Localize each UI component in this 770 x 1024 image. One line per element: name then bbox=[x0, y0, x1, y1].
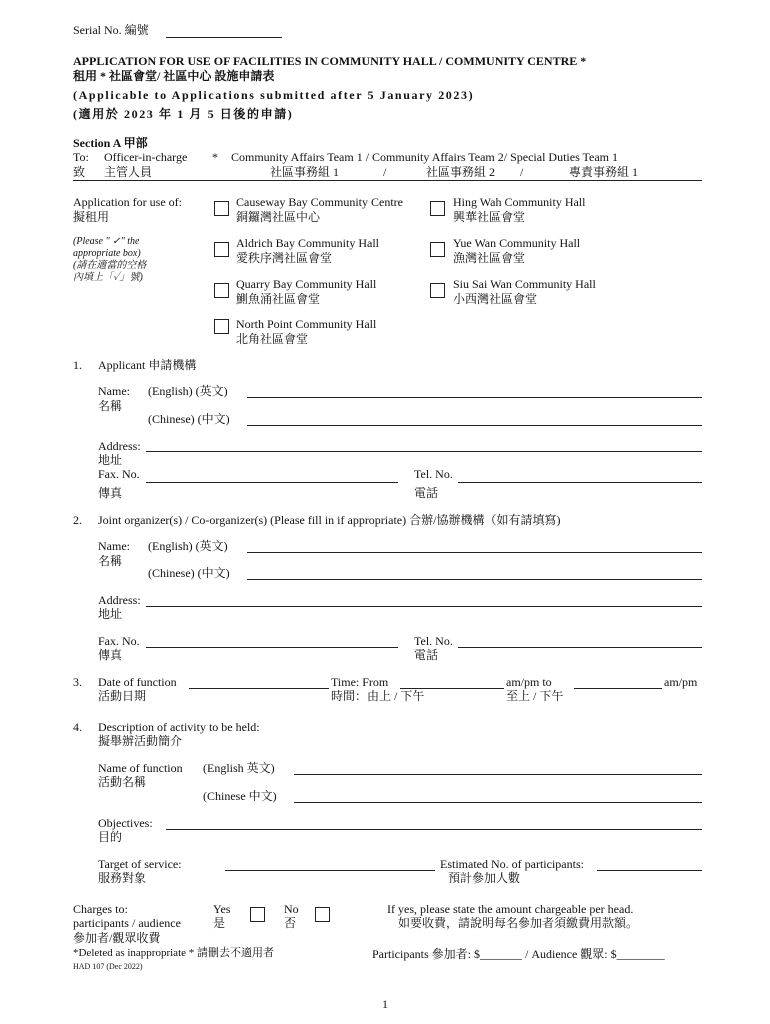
q4-number: 4. bbox=[73, 720, 82, 734]
q3-number: 3. bbox=[73, 675, 82, 689]
q3-time-to-field[interactable] bbox=[574, 688, 662, 689]
q2-address-field[interactable] bbox=[146, 606, 702, 607]
venue-checkbox-causeway-bay[interactable] bbox=[214, 201, 229, 216]
venue-checkbox-hing-wah[interactable] bbox=[430, 201, 445, 216]
q2-address-label: Address: bbox=[98, 593, 141, 607]
q2-english-name-field[interactable] bbox=[247, 552, 702, 553]
venue-label-zh-siu-sai-wan: 小西灣社區會堂 bbox=[453, 292, 538, 306]
applicable-note-zh: (適用於 2023 年 1 月 5 日後的申請) bbox=[73, 107, 294, 121]
q3-ampm-label: am/pm bbox=[664, 675, 698, 689]
q2-number: 2. bbox=[73, 513, 82, 527]
venue-label-zh-quarry-bay: 鰂魚涌社區會堂 bbox=[236, 292, 321, 306]
q4-name-function-label: Name of function bbox=[98, 761, 183, 775]
venue-label-yue-wan: Yue Wan Community Hall bbox=[453, 236, 581, 250]
tick-instructions bbox=[73, 236, 146, 284]
charges-state-zh: 如要收費，請說明每名參加者須繳費用款額。 bbox=[398, 916, 639, 930]
to-label-zh: 致 bbox=[73, 165, 86, 179]
q1-title: Applicant 申請機構 bbox=[98, 358, 197, 372]
q3-time-from-label: Time: From bbox=[331, 675, 389, 689]
hint-line: (Please " ✓" the bbox=[73, 236, 140, 247]
form-title-en: APPLICATION FOR USE OF FACILITIES IN COMMUNITY HALL / COMMUNITY CENTRE * bbox=[73, 54, 587, 68]
application-for-label: Application for use of: bbox=[73, 195, 182, 209]
q4-name-function-label-zh: 活動名稱 bbox=[98, 775, 147, 789]
venue-label-zh-hing-wah: 興華社區會堂 bbox=[453, 210, 526, 224]
q3-date-field[interactable] bbox=[189, 688, 329, 689]
venue-checkbox-yue-wan[interactable] bbox=[430, 242, 445, 257]
q4-title: Description of activity to be held: bbox=[98, 720, 260, 734]
page-number: 1 bbox=[382, 997, 388, 1011]
charges-label-2: participants / audience bbox=[73, 916, 181, 930]
venue-label-hing-wah: Hing Wah Community Hall bbox=[453, 195, 586, 209]
q2-fax-field[interactable] bbox=[146, 647, 398, 648]
q4-chinese-label: (Chinese 中文) bbox=[203, 789, 277, 803]
q1-address-label: Address: bbox=[98, 439, 141, 453]
q4-participants-field[interactable] bbox=[597, 870, 702, 871]
q4-target-label: Target of service: bbox=[98, 857, 182, 871]
q2-name-label-zh: 名稱 bbox=[98, 554, 123, 568]
charges-label: Charges to: bbox=[73, 902, 128, 916]
applicable-note-en: (Applicable to Applications submitted after 5 January 2023) bbox=[73, 88, 475, 102]
section-a-heading: Section A 甲部 bbox=[73, 136, 148, 150]
q3-time-from-field[interactable] bbox=[400, 688, 504, 689]
q1-address-field[interactable] bbox=[146, 451, 702, 452]
venue-checkbox-siu-sai-wan[interactable] bbox=[430, 283, 445, 298]
q4-objectives-field[interactable] bbox=[166, 829, 702, 830]
charges-amount-line[interactable]: Participants 參加者: $_______ / Audience 觀眾: $________ bbox=[372, 947, 665, 961]
venue-checkbox-aldrich-bay[interactable] bbox=[214, 242, 229, 257]
form-code: HAD 107 (Dec 2022) bbox=[73, 962, 143, 971]
q2-chinese-label: (Chinese) (中文) bbox=[148, 566, 230, 580]
application-for-label-zh: 擬租用 bbox=[73, 210, 110, 224]
q2-english-label: (English) (英文) bbox=[148, 539, 228, 553]
charges-yes-label-zh: 是 bbox=[213, 916, 226, 930]
q1-tel-field[interactable] bbox=[458, 482, 702, 483]
charges-yes-label: Yes bbox=[213, 902, 231, 916]
to-label: To: bbox=[73, 150, 89, 164]
serial-label: Serial No. 編號 bbox=[73, 23, 149, 37]
q2-fax-label: Fax. No. bbox=[98, 634, 140, 648]
charges-yes-checkbox[interactable] bbox=[250, 907, 265, 922]
q3-time-from-label-zh: 時間：由上 / 下午 bbox=[331, 689, 425, 703]
venue-label-causeway-bay: Causeway Bay Community Centre bbox=[236, 195, 403, 209]
serial-field[interactable] bbox=[166, 37, 282, 38]
officer-label: Officer-in-charge bbox=[104, 150, 188, 164]
q2-tel-field[interactable] bbox=[458, 647, 702, 648]
venue-label-quarry-bay: Quarry Bay Community Hall bbox=[236, 277, 377, 291]
venue-checkbox-quarry-bay[interactable] bbox=[214, 283, 229, 298]
q1-fax-field[interactable] bbox=[146, 482, 398, 483]
q1-chinese-name-field[interactable] bbox=[247, 425, 702, 426]
q4-function-english-field[interactable] bbox=[294, 774, 702, 775]
q4-target-field[interactable] bbox=[225, 870, 435, 871]
q1-english-label: (English) (英文) bbox=[148, 384, 228, 398]
hint-line: appropriate box) bbox=[73, 248, 141, 259]
venue-label-zh-yue-wan: 漁灣社區會堂 bbox=[453, 251, 526, 265]
q2-chinese-name-field[interactable] bbox=[247, 579, 702, 580]
charges-state-en: If yes, please state the amount chargeable per head. bbox=[387, 902, 634, 916]
q1-name-label: Name: bbox=[98, 384, 130, 398]
charges-no-checkbox[interactable] bbox=[315, 907, 330, 922]
q4-english-label: (English 英文) bbox=[203, 761, 275, 775]
q4-participants-label-zh: 預計參加人數 bbox=[448, 871, 521, 885]
q1-name-label-zh: 名稱 bbox=[98, 399, 123, 413]
asterisk-mark: * bbox=[212, 150, 218, 164]
q2-title: Joint organizer(s) / Co-organizer(s) (Please fill in if appropriate) 合辦/協辦機構（如有請填寫) bbox=[98, 513, 561, 527]
q2-tel-label: Tel. No. bbox=[414, 634, 453, 648]
q4-title-zh: 擬舉辦活動簡介 bbox=[98, 734, 183, 748]
venue-label-zh-causeway-bay: 銅鑼灣社區中心 bbox=[236, 210, 321, 224]
q1-tel-label-zh: 電話 bbox=[414, 486, 439, 500]
q3-date-label-zh: 活動日期 bbox=[98, 689, 147, 703]
form-title-zh: 租用 * 社區會堂/ 社區中心 設施申請表 bbox=[73, 69, 275, 83]
slash-2: / bbox=[520, 165, 524, 179]
venue-label-aldrich-bay: Aldrich Bay Community Hall bbox=[236, 236, 379, 250]
team1-zh: 社區事務組 1 bbox=[270, 165, 340, 179]
venue-label-zh-north-point: 北角社區會堂 bbox=[236, 332, 309, 346]
section-a-rule bbox=[73, 180, 702, 181]
hint-line: (請在適當的空格 bbox=[73, 260, 147, 271]
q1-tel-label: Tel. No. bbox=[414, 467, 453, 481]
q3-date-label: Date of function bbox=[98, 675, 177, 689]
q3-ampm-to-label: am/pm to bbox=[506, 675, 552, 689]
q1-address-label-zh: 地址 bbox=[98, 453, 123, 467]
venue-label-north-point: North Point Community Hall bbox=[236, 317, 377, 331]
q2-address-label-zh: 地址 bbox=[98, 607, 123, 621]
q4-target-label-zh: 服務對象 bbox=[98, 871, 147, 885]
venue-checkbox-north-point[interactable] bbox=[214, 319, 229, 334]
q4-function-chinese-field[interactable] bbox=[294, 802, 702, 803]
q4-objectives-label-zh: 目的 bbox=[98, 830, 123, 844]
deleted-note: *Deleted as inappropriate * 請刪去不適用者 bbox=[73, 947, 275, 959]
charges-no-label-zh: 否 bbox=[284, 916, 297, 930]
q1-chinese-label: (Chinese) (中文) bbox=[148, 412, 230, 426]
q1-english-name-field[interactable] bbox=[247, 397, 702, 398]
q4-objectives-label: Objectives: bbox=[98, 816, 153, 830]
q2-fax-label-zh: 傳真 bbox=[98, 648, 123, 662]
teams-label: Community Affairs Team 1 / Community Affairs Team 2/ Special Duties Team 1 bbox=[231, 150, 618, 164]
team3-zh: 專責事務組 1 bbox=[569, 165, 639, 179]
officer-label-zh: 主管人員 bbox=[104, 165, 153, 179]
q2-tel-label-zh: 電話 bbox=[414, 648, 439, 662]
q1-fax-label-zh: 傳真 bbox=[98, 486, 123, 500]
hint-line: 內填上「✓」號) bbox=[73, 272, 143, 283]
charges-label-zh: 參加者/觀眾收費 bbox=[73, 931, 161, 945]
venue-label-siu-sai-wan: Siu Sai Wan Community Hall bbox=[453, 277, 596, 291]
venue-label-zh-aldrich-bay: 愛秩序灣社區會堂 bbox=[236, 251, 333, 265]
slash-1: / bbox=[383, 165, 387, 179]
team2-zh: 社區事務組 2 bbox=[426, 165, 496, 179]
q1-number: 1. bbox=[73, 358, 82, 372]
q4-participants-label: Estimated No. of participants: bbox=[440, 857, 584, 871]
q3-ampm-to-label-zh: 至上 / 下午 bbox=[506, 689, 564, 703]
q1-fax-label: Fax. No. bbox=[98, 467, 140, 481]
q2-name-label: Name: bbox=[98, 539, 130, 553]
charges-no-label: No bbox=[284, 902, 299, 916]
